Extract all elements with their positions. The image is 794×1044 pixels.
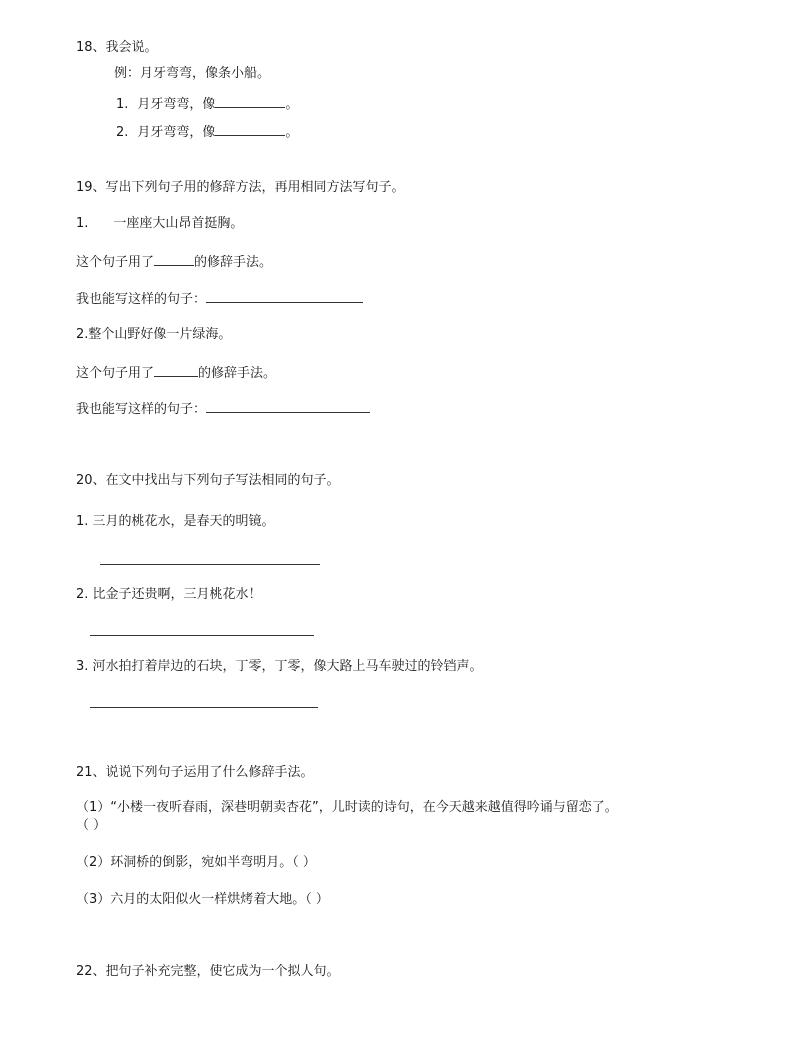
q19-technique-2-pre: 这个句子用了 bbox=[76, 366, 155, 381]
q22-title: 22、把句子补充完整，使它成为一个拟人句。 bbox=[76, 964, 340, 979]
q21-title: 21、说说下列句子运用了什么修辞手法。 bbox=[76, 765, 314, 780]
q19-title: 19、写出下列句子用的修辞方法，再用相同方法写句子。 bbox=[76, 180, 405, 195]
q20-sentence-3: 3. 河水拍打着岸边的石块，丁零，丁零，像大路上马车驶过的铃铛声。 bbox=[76, 659, 483, 674]
q19-technique-1-post: 的修辞手法。 bbox=[194, 255, 273, 270]
q18-item-2-num: 2. bbox=[116, 125, 129, 140]
q19-technique-1 bbox=[76, 253, 272, 271]
q18-item-1-text: 月牙弯弯，像 bbox=[137, 97, 216, 112]
q18-title: 18、我会说。 bbox=[76, 40, 158, 55]
q19-sentence-1-num: 1. bbox=[76, 216, 89, 231]
q19-technique-1-blank[interactable] bbox=[154, 253, 194, 266]
q20-sentence-2: 2. 比金子还贵啊，三月桃花水！ bbox=[76, 587, 262, 602]
q19-sentence-1 bbox=[76, 216, 243, 232]
q20-answer-line-2[interactable] bbox=[90, 635, 314, 636]
q19-sentence-1-text: 一座座大山昂首挺胸。 bbox=[113, 216, 244, 231]
q18-item-2 bbox=[116, 123, 298, 141]
q20-answer-line-3[interactable] bbox=[90, 707, 318, 708]
q19-write-1 bbox=[76, 290, 363, 308]
q20-sentence-1: 1. 三月的桃花水，是春天的明镜。 bbox=[76, 514, 275, 529]
q20-title: 20、在文中找出与下列句子写法相同的句子。 bbox=[76, 473, 340, 488]
q19-technique-2 bbox=[76, 364, 276, 382]
q18-item-1 bbox=[116, 95, 298, 113]
q21-sentence-2: （2）环洞桥的倒影，宛如半弯明月。（ ） bbox=[76, 855, 316, 870]
q19-write-2-label: 我也能写这样的句子： bbox=[76, 402, 207, 417]
q19-write-1-blank[interactable] bbox=[206, 290, 363, 303]
q18-item-2-text: 月牙弯弯，像 bbox=[137, 125, 216, 140]
q19-technique-2-post: 的修辞手法。 bbox=[198, 366, 277, 381]
q19-sentence-2: 2.整个山野好像一片绿海。 bbox=[76, 327, 232, 342]
q18-example: 例：月牙弯弯，像条小船。 bbox=[114, 66, 271, 81]
q19-technique-1-pre: 这个句子用了 bbox=[76, 255, 155, 270]
q20-answer-line-1[interactable] bbox=[100, 564, 320, 565]
q21-sentence-1: （1）“小楼一夜听春雨，深巷明朝卖杏花”，儿时读的诗句，在今天越来越值得吟诵与留恋了。 bbox=[76, 800, 618, 815]
q18-item-1-end: 。 bbox=[285, 97, 299, 112]
q21-sentence-1-answer[interactable]: （ ） bbox=[76, 818, 107, 833]
q18-item-1-blank[interactable] bbox=[215, 95, 285, 108]
q18-item-2-end: 。 bbox=[285, 125, 299, 140]
q18-item-2-blank[interactable] bbox=[215, 123, 285, 136]
q19-write-2 bbox=[76, 400, 370, 418]
q19-write-1-label: 我也能写这样的句子： bbox=[76, 292, 207, 307]
q21-sentence-3: （3）六月的太阳似火一样烘烤着大地。（ ） bbox=[76, 892, 329, 907]
q19-technique-2-blank[interactable] bbox=[154, 364, 198, 377]
q19-write-2-blank[interactable] bbox=[206, 400, 370, 413]
q18-item-1-num: 1. bbox=[116, 97, 129, 112]
